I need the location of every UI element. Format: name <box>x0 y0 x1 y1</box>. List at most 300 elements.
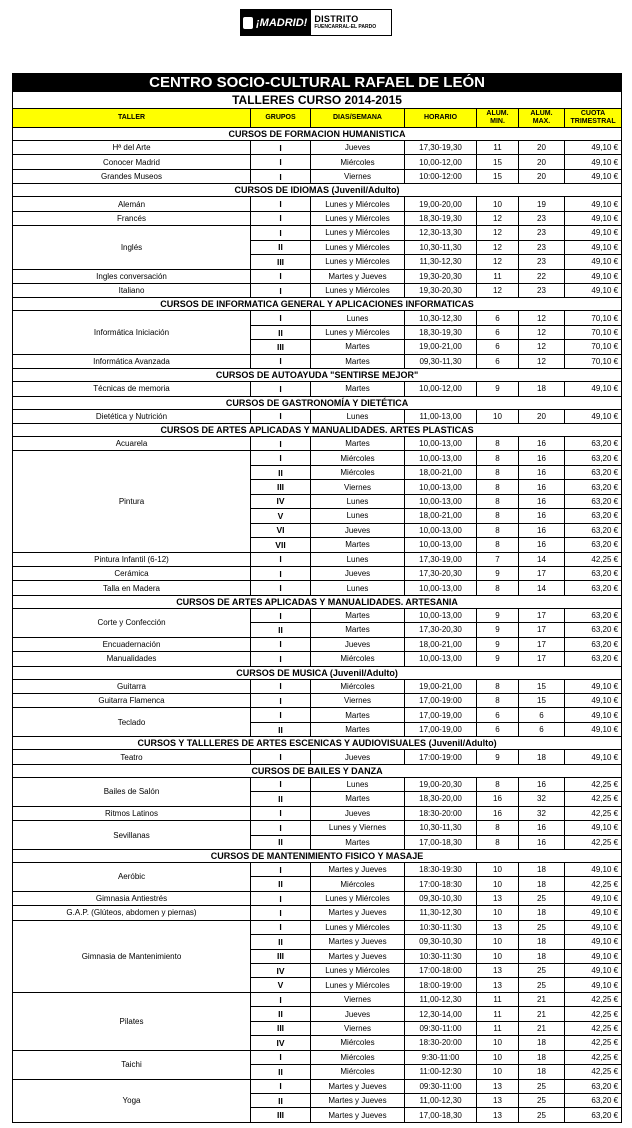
course-row <box>13 679 622 693</box>
column-header <box>251 109 311 128</box>
course-name: Cerámica <box>13 566 251 580</box>
column-header-label: MIN. <box>490 118 505 125</box>
min-students-cell: 9 <box>477 623 519 637</box>
course-name: Italiano <box>13 283 251 297</box>
course-name: Grandes Museos <box>13 169 251 183</box>
days-cell: Lunes <box>311 509 405 523</box>
max-students-cell: 32 <box>519 792 565 806</box>
min-students-cell: 12 <box>477 283 519 297</box>
quarterly-fee-cell: 49,10 € <box>565 197 622 211</box>
max-students-cell: 25 <box>519 891 565 905</box>
max-students-cell: 12 <box>519 311 565 325</box>
min-students-cell: 10 <box>477 1036 519 1050</box>
days-cell: Miércoles <box>311 652 405 666</box>
group-number: I <box>251 451 311 465</box>
schedule-cell: 10,00-13,00 <box>405 480 477 494</box>
course-name: Conocer Madrid <box>13 155 251 169</box>
quarterly-fee-cell: 63,20 € <box>565 608 622 622</box>
days-cell: Lunes y Miércoles <box>311 255 405 269</box>
section-title: CURSOS DE MUSICA (Juvenil/Adulto) <box>13 666 622 679</box>
days-cell: Miércoles <box>311 1050 405 1064</box>
min-students-cell: 7 <box>477 552 519 566</box>
course-row <box>13 694 622 708</box>
group-number: I <box>251 552 311 566</box>
max-students-cell: 16 <box>519 835 565 849</box>
course-name: Acuarela <box>13 437 251 451</box>
quarterly-fee-cell: 63,20 € <box>565 480 622 494</box>
group-number: I <box>251 992 311 1006</box>
course-row <box>13 581 622 595</box>
column-header-row <box>13 109 622 128</box>
min-students-cell: 12 <box>477 211 519 225</box>
days-cell: Martes <box>311 382 405 396</box>
max-students-cell: 16 <box>519 494 565 508</box>
schedule-cell: 11,00-12,30 <box>405 992 477 1006</box>
group-number: I <box>251 409 311 423</box>
schedule-cell: 17,30-20,30 <box>405 566 477 580</box>
days-cell: Martes y Jueves <box>311 1079 405 1093</box>
schedule-cell: 09,30-10,30 <box>405 935 477 949</box>
course-name: Manualidades <box>13 652 251 666</box>
quarterly-fee-cell: 42,25 € <box>565 806 622 820</box>
quarterly-fee-cell: 70,10 € <box>565 354 622 368</box>
group-number: I <box>251 679 311 693</box>
days-cell: Martes y Jueves <box>311 1108 405 1122</box>
section-title: CURSOS DE ARTES APLICADAS Y MANUALIDADES. ARTES PLASTICAS <box>13 424 622 437</box>
section-row <box>13 396 622 409</box>
max-students-cell: 17 <box>519 637 565 651</box>
group-number: I <box>251 141 311 155</box>
days-cell: Martes <box>311 538 405 552</box>
days-cell: Martes <box>311 437 405 451</box>
days-cell: Lunes y Miércoles <box>311 978 405 992</box>
group-number: I <box>251 197 311 211</box>
min-students-cell: 6 <box>477 722 519 736</box>
column-header-label: DIAS/SEMANA <box>332 113 382 121</box>
min-students-cell: 13 <box>477 978 519 992</box>
days-cell: Jueves <box>311 750 405 764</box>
group-number: III <box>251 1021 311 1035</box>
max-students-cell: 16 <box>519 451 565 465</box>
schedule-cell: 10,30-11,30 <box>405 821 477 835</box>
days-cell: Martes <box>311 722 405 736</box>
schedule-cell: 18:00-19:00 <box>405 978 477 992</box>
group-number: I <box>251 777 311 791</box>
group-number: IV <box>251 964 311 978</box>
group-number: I <box>251 269 311 283</box>
schedule-cell: 10,30-11,30 <box>405 240 477 254</box>
course-row <box>13 708 622 722</box>
schedule-cell: 12,30-14,00 <box>405 1007 477 1021</box>
group-number: I <box>251 891 311 905</box>
max-students-cell: 14 <box>519 581 565 595</box>
course-name: Dietética y Nutrición <box>13 409 251 423</box>
max-students-cell: 6 <box>519 708 565 722</box>
course-row <box>13 862 622 876</box>
min-students-cell: 8 <box>477 523 519 537</box>
min-students-cell: 11 <box>477 1021 519 1035</box>
course-name: Informática Iniciación <box>13 311 251 354</box>
schedule-cell: 17,00-19,00 <box>405 722 477 736</box>
course-row <box>13 652 622 666</box>
course-name: Guitarra Flamenca <box>13 694 251 708</box>
section-row <box>13 737 622 750</box>
quarterly-fee-cell: 42,25 € <box>565 835 622 849</box>
course-name: Inglés <box>13 226 251 269</box>
schedule-cell: 11,30-12,30 <box>405 255 477 269</box>
min-students-cell: 9 <box>477 652 519 666</box>
min-students-cell: 9 <box>477 608 519 622</box>
course-row <box>13 552 622 566</box>
group-number: IV <box>251 1036 311 1050</box>
schedule-cell: 10,00-13,00 <box>405 523 477 537</box>
quarterly-fee-cell: 63,20 € <box>565 494 622 508</box>
course-name: Ritmos Latinos <box>13 806 251 820</box>
min-students-cell: 8 <box>477 465 519 479</box>
quarterly-fee-cell: 63,20 € <box>565 1108 622 1122</box>
course-name: Gimnasia de Mantenimiento <box>13 920 251 992</box>
min-students-cell: 15 <box>477 155 519 169</box>
min-students-cell: 8 <box>477 480 519 494</box>
min-students-cell: 9 <box>477 637 519 651</box>
column-header-label: TRIMESTRAL <box>570 118 616 125</box>
max-students-cell: 16 <box>519 437 565 451</box>
course-name: Teatro <box>13 750 251 764</box>
max-students-cell: 16 <box>519 523 565 537</box>
schedule-cell: 10,00-12,00 <box>405 155 477 169</box>
schedule-cell: 17,30-20,30 <box>405 623 477 637</box>
schedule-cell: 12,30-13,30 <box>405 226 477 240</box>
schedule-cell: 10,30-12,30 <box>405 311 477 325</box>
max-students-cell: 18 <box>519 949 565 963</box>
min-students-cell: 10 <box>477 862 519 876</box>
course-row <box>13 437 622 451</box>
max-students-cell: 16 <box>519 821 565 835</box>
course-name: Ingles conversación <box>13 269 251 283</box>
max-students-cell: 23 <box>519 226 565 240</box>
days-cell: Lunes y Miércoles <box>311 920 405 934</box>
min-students-cell: 13 <box>477 1093 519 1107</box>
column-header <box>311 109 405 128</box>
column-header-label: MAX. <box>532 118 551 125</box>
schedule-cell: 10,00-13,00 <box>405 437 477 451</box>
min-students-cell: 12 <box>477 240 519 254</box>
max-students-cell: 17 <box>519 652 565 666</box>
group-number: II <box>251 240 311 254</box>
column-header <box>405 109 477 128</box>
group-number: II <box>251 1093 311 1107</box>
group-number: II <box>251 722 311 736</box>
course-row <box>13 1079 622 1093</box>
column-header-label: ALUM. <box>530 109 553 117</box>
days-cell: Martes <box>311 340 405 354</box>
quarterly-fee-cell: 49,10 € <box>565 750 622 764</box>
quarterly-fee-cell: 42,25 € <box>565 1065 622 1079</box>
quarterly-fee-cell: 63,20 € <box>565 465 622 479</box>
section-title: CURSOS DE IDIOMAS (Juvenil/Adulto) <box>13 184 622 197</box>
quarterly-fee-cell: 49,10 € <box>565 155 622 169</box>
quarterly-fee-cell: 63,20 € <box>565 637 622 651</box>
section-row <box>13 184 622 197</box>
schedule-cell: 18,30-20,00 <box>405 792 477 806</box>
days-cell: Miércoles <box>311 451 405 465</box>
group-number: I <box>251 821 311 835</box>
schedule-cell: 18,00-21,00 <box>405 509 477 523</box>
quarterly-fee-cell: 49,10 € <box>565 211 622 225</box>
quarterly-fee-cell: 49,10 € <box>565 679 622 693</box>
min-students-cell: 6 <box>477 311 519 325</box>
course-year-subtitle: TALLERES CURSO 2014-2015 <box>13 92 622 109</box>
min-students-cell: 10 <box>477 949 519 963</box>
min-students-cell: 10 <box>477 197 519 211</box>
course-row <box>13 269 622 283</box>
group-number: II <box>251 835 311 849</box>
group-number: III <box>251 480 311 494</box>
column-header-label: ALUM. <box>486 109 509 117</box>
min-students-cell: 13 <box>477 920 519 934</box>
quarterly-fee-cell: 70,10 € <box>565 340 622 354</box>
min-students-cell: 10 <box>477 877 519 891</box>
course-row <box>13 169 622 183</box>
max-students-cell: 20 <box>519 155 565 169</box>
group-number: I <box>251 862 311 876</box>
min-students-cell: 8 <box>477 835 519 849</box>
days-cell: Jueves <box>311 637 405 651</box>
quarterly-fee-cell: 49,10 € <box>565 935 622 949</box>
max-students-cell: 23 <box>519 211 565 225</box>
days-cell: Lunes <box>311 552 405 566</box>
min-students-cell: 13 <box>477 964 519 978</box>
max-students-cell: 19 <box>519 197 565 211</box>
min-students-cell: 13 <box>477 891 519 905</box>
quarterly-fee-cell: 63,20 € <box>565 623 622 637</box>
days-cell: Jueves <box>311 566 405 580</box>
quarterly-fee-cell: 42,25 € <box>565 1036 622 1050</box>
schedule-cell: 18,30-19,30 <box>405 211 477 225</box>
min-students-cell: 8 <box>477 694 519 708</box>
group-number: I <box>251 283 311 297</box>
bear-icon <box>243 17 253 29</box>
title-row <box>13 74 622 92</box>
section-row <box>13 666 622 679</box>
max-students-cell: 17 <box>519 608 565 622</box>
course-name: Teclado <box>13 708 251 737</box>
days-cell: Lunes y Miércoles <box>311 891 405 905</box>
max-students-cell: 17 <box>519 623 565 637</box>
days-cell: Viernes <box>311 694 405 708</box>
quarterly-fee-cell: 42,25 € <box>565 777 622 791</box>
days-cell: Miércoles <box>311 465 405 479</box>
max-students-cell: 21 <box>519 992 565 1006</box>
quarterly-fee-cell: 49,10 € <box>565 949 622 963</box>
schedule-cell: 11,00-12,30 <box>405 1093 477 1107</box>
group-number: I <box>251 566 311 580</box>
course-row <box>13 197 622 211</box>
course-row <box>13 891 622 905</box>
quarterly-fee-cell: 63,20 € <box>565 538 622 552</box>
days-cell: Lunes y Miércoles <box>311 240 405 254</box>
schedule-cell: 19,00-21,00 <box>405 679 477 693</box>
quarterly-fee-cell: 49,10 € <box>565 722 622 736</box>
min-students-cell: 11 <box>477 1007 519 1021</box>
max-students-cell: 16 <box>519 777 565 791</box>
section-title: CURSOS DE INFORMATICA GENERAL Y APLICACIONES INFORMATICAS <box>13 298 622 311</box>
course-name: Hª del Arte <box>13 141 251 155</box>
quarterly-fee-cell: 70,10 € <box>565 311 622 325</box>
quarterly-fee-cell: 42,25 € <box>565 1021 622 1035</box>
max-students-cell: 25 <box>519 1108 565 1122</box>
max-students-cell: 23 <box>519 255 565 269</box>
course-name: Gimnasia Antiestrés <box>13 891 251 905</box>
min-students-cell: 11 <box>477 992 519 1006</box>
max-students-cell: 15 <box>519 679 565 693</box>
schedule-cell: 10,00-13,00 <box>405 652 477 666</box>
group-number: V <box>251 978 311 992</box>
days-cell: Lunes y Miércoles <box>311 197 405 211</box>
schedule-cell: 09,30-11,30 <box>405 354 477 368</box>
max-students-cell: 12 <box>519 325 565 339</box>
min-students-cell: 16 <box>477 792 519 806</box>
group-number: II <box>251 877 311 891</box>
quarterly-fee-cell: 49,10 € <box>565 141 622 155</box>
course-row <box>13 608 622 622</box>
section-row <box>13 369 622 382</box>
min-students-cell: 8 <box>477 494 519 508</box>
course-row <box>13 777 622 791</box>
schedule-cell: 19,00-21,00 <box>405 340 477 354</box>
min-students-cell: 8 <box>477 437 519 451</box>
center-title: CENTRO SOCIO-CULTURAL RAFAEL DE LEÓN <box>13 74 622 92</box>
course-row <box>13 155 622 169</box>
group-number: I <box>251 382 311 396</box>
column-header <box>477 109 519 128</box>
min-students-cell: 12 <box>477 255 519 269</box>
course-name: Guitarra <box>13 679 251 693</box>
min-students-cell: 8 <box>477 451 519 465</box>
days-cell: Lunes y Miércoles <box>311 964 405 978</box>
quarterly-fee-cell: 49,10 € <box>565 906 622 920</box>
group-number: I <box>251 226 311 240</box>
course-row <box>13 566 622 580</box>
days-cell: Viernes <box>311 480 405 494</box>
days-cell: Martes <box>311 835 405 849</box>
quarterly-fee-cell: 42,25 € <box>565 992 622 1006</box>
schedule-cell: 18,30-19,30 <box>405 325 477 339</box>
max-students-cell: 32 <box>519 806 565 820</box>
min-students-cell: 10 <box>477 935 519 949</box>
column-header <box>13 109 251 128</box>
max-students-cell: 21 <box>519 1021 565 1035</box>
schedule-cell: 17,30-19,30 <box>405 141 477 155</box>
quarterly-fee-cell: 63,20 € <box>565 451 622 465</box>
group-number: I <box>251 806 311 820</box>
schedule-cell: 11,30-12,30 <box>405 906 477 920</box>
district-word: DISTRITO <box>314 14 359 24</box>
group-number: I <box>251 608 311 622</box>
days-cell: Lunes y Miércoles <box>311 283 405 297</box>
schedule-cell: 17:00-18:00 <box>405 964 477 978</box>
group-number: I <box>251 694 311 708</box>
group-number: III <box>251 255 311 269</box>
group-number: I <box>251 1050 311 1064</box>
group-number: I <box>251 354 311 368</box>
course-row <box>13 637 622 651</box>
days-cell: Jueves <box>311 1007 405 1021</box>
min-students-cell: 6 <box>477 340 519 354</box>
min-students-cell: 8 <box>477 509 519 523</box>
max-students-cell: 22 <box>519 269 565 283</box>
min-students-cell: 6 <box>477 325 519 339</box>
schedule-cell: 09:30-11:00 <box>405 1021 477 1035</box>
schedule-cell: 18:30-20:00 <box>405 1036 477 1050</box>
course-name: G.A.P. (Glúteos, abdomen y piernas) <box>13 906 251 920</box>
quarterly-fee-cell: 49,10 € <box>565 891 622 905</box>
days-cell: Martes y Jueves <box>311 906 405 920</box>
course-row <box>13 750 622 764</box>
max-students-cell: 25 <box>519 978 565 992</box>
group-number: II <box>251 623 311 637</box>
quarterly-fee-cell: 49,10 € <box>565 269 622 283</box>
quarterly-fee-cell: 63,20 € <box>565 652 622 666</box>
group-number: I <box>251 637 311 651</box>
schedule-cell: 10:00-12:00 <box>405 169 477 183</box>
group-number: I <box>251 311 311 325</box>
schedule-cell: 10,00-13,00 <box>405 538 477 552</box>
quarterly-fee-cell: 42,25 € <box>565 792 622 806</box>
column-header <box>519 109 565 128</box>
course-name: Aeróbic <box>13 862 251 891</box>
column-header-label: CUOTA <box>580 109 606 117</box>
quarterly-fee-cell: 49,10 € <box>565 821 622 835</box>
schedule-cell: 17:00-19:00 <box>405 750 477 764</box>
quarterly-fee-cell: 42,25 € <box>565 552 622 566</box>
days-cell: Miércoles <box>311 877 405 891</box>
min-students-cell: 8 <box>477 538 519 552</box>
course-row <box>13 226 622 240</box>
group-number: III <box>251 949 311 963</box>
course-name: Yoga <box>13 1079 251 1122</box>
schedule-cell: 17:00-18:30 <box>405 877 477 891</box>
max-students-cell: 18 <box>519 1050 565 1064</box>
section-title: CURSOS DE ARTES APLICADAS Y MANUALIDADES. ARTESANIA <box>13 595 622 608</box>
min-students-cell: 8 <box>477 679 519 693</box>
schedule-cell: 10,00-13,00 <box>405 494 477 508</box>
min-students-cell: 11 <box>477 269 519 283</box>
days-cell: Miércoles <box>311 1065 405 1079</box>
schedule-cell: 18,00-21,00 <box>405 637 477 651</box>
course-name: Talla en Madera <box>13 581 251 595</box>
quarterly-fee-cell: 49,10 € <box>565 920 622 934</box>
course-row <box>13 141 622 155</box>
days-cell: Martes <box>311 792 405 806</box>
quarterly-fee-cell: 49,10 € <box>565 169 622 183</box>
district-name: FUENCARRAL-EL PARDO <box>314 24 377 30</box>
group-number: I <box>251 708 311 722</box>
min-students-cell: 9 <box>477 566 519 580</box>
max-students-cell: 12 <box>519 340 565 354</box>
min-students-cell: 10 <box>477 409 519 423</box>
max-students-cell: 14 <box>519 552 565 566</box>
quarterly-fee-cell: 42,25 € <box>565 1050 622 1064</box>
group-number: I <box>251 750 311 764</box>
course-row <box>13 806 622 820</box>
madrid-district-logo <box>240 9 392 36</box>
course-row <box>13 821 622 835</box>
schedule-cell: 17,00-18,30 <box>405 835 477 849</box>
days-cell: Martes <box>311 608 405 622</box>
max-students-cell: 18 <box>519 750 565 764</box>
quarterly-fee-cell: 49,10 € <box>565 862 622 876</box>
